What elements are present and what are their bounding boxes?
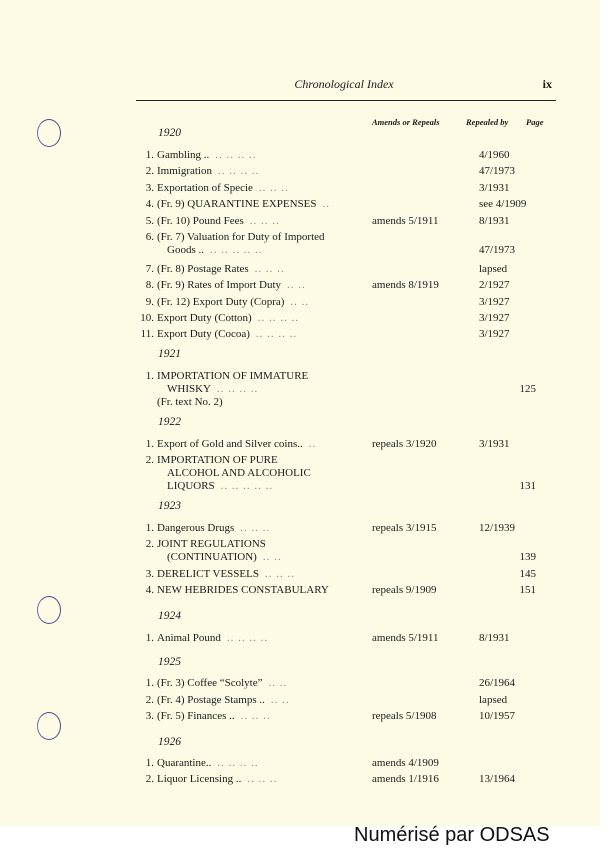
entry-title (157, 149, 257, 162)
amends-or-repeals: amends 5/1911 (372, 632, 439, 644)
repealed-by: lapsed (479, 263, 508, 275)
entry-title (167, 383, 258, 396)
entry-title (167, 480, 273, 493)
entry-number: 1. (145, 370, 154, 382)
entry-number: 11. (140, 328, 154, 340)
entry-title (157, 710, 271, 723)
year-heading: 1921 (158, 348, 181, 360)
entry-title-text: (Fr. 10) Pound Fees (157, 215, 244, 227)
column-header-page: Page (526, 117, 544, 127)
repealed-by: 3/1927 (479, 312, 510, 324)
leader-dots: .. .. .. (247, 773, 278, 785)
entry-title-text: Gambling .. (157, 149, 210, 161)
entry-title-text: (Fr. 4) Postage Stamps .. (157, 694, 265, 706)
leader-dots: .. .. .. (249, 215, 280, 227)
entry-title (157, 454, 278, 467)
entry-title-text: (Fr. 3) Coffee “Scolyte” (157, 677, 263, 689)
entry-title (167, 551, 282, 564)
entry-number: 2. (145, 165, 154, 177)
entry-number: 2. (145, 773, 154, 785)
page-reference: 139 (519, 551, 536, 563)
binder-hole (37, 712, 61, 740)
year-heading: 1920 (158, 127, 181, 139)
leader-dots: .. .. (270, 694, 290, 706)
page-reference: 151 (519, 584, 536, 596)
binder-hole (37, 596, 61, 624)
repealed-by: 3/1931 (479, 182, 510, 194)
entry-title-text: Export Duty (Cocoa) (157, 328, 250, 340)
entry-title-text: NEW HEBRIDES CONSTABULARY (157, 584, 329, 596)
entry-number: 1. (145, 677, 154, 689)
leader-dots: .. .. .. .. (218, 165, 260, 177)
entry-title (157, 231, 325, 244)
entry-number: 1. (145, 757, 154, 769)
entry-title-text: ALCOHOL AND ALCOHOLIC (167, 467, 311, 479)
entry-title-text: (Fr. 7) Valuation for Duty of Imported (157, 231, 325, 243)
year-heading: 1922 (158, 416, 181, 428)
entry-title (157, 568, 295, 581)
page-number: ix (542, 77, 552, 91)
entry-number: 3. (145, 568, 154, 580)
entry-title-text: (Fr. 12) Export Duty (Copra) (157, 296, 285, 308)
leader-dots: .. .. (262, 551, 282, 563)
leader-dots: .. .. .. (240, 710, 271, 722)
leader-dots: .. .. .. (240, 522, 271, 534)
entry-title (157, 198, 330, 211)
entry-title-text: Liquor Licensing .. (157, 773, 242, 785)
leader-dots: .. .. .. (254, 263, 285, 275)
amends-or-repeals: amends 8/1919 (372, 279, 439, 291)
year-heading: 1925 (158, 656, 181, 668)
entry-title-text: DERELICT VESSELS (157, 568, 259, 580)
leader-dots: .. .. .. .. (255, 328, 298, 340)
entry-number: 8. (145, 279, 154, 291)
entry-title (157, 279, 306, 292)
entry-title (157, 263, 285, 276)
entry-title-text: Immigration (157, 165, 212, 177)
amends-or-repeals: amends 1/1916 (372, 773, 439, 785)
entry-title-text: Export Duty (Cotton) (157, 312, 252, 324)
repealed-by: 4/1960 (479, 149, 510, 161)
entry-title (157, 438, 316, 451)
entry-number: 4. (145, 198, 154, 210)
leader-dots: .. .. .. .. (217, 757, 259, 769)
entry-title (167, 467, 311, 480)
repealed-by: 47/1973 (479, 165, 516, 177)
entry-number: 1. (145, 632, 154, 644)
entry-title (157, 694, 290, 707)
entry-title (157, 215, 280, 228)
entry-title (157, 522, 270, 535)
entry-number: 7. (145, 263, 154, 275)
repealed-by: 12/1939 (479, 522, 516, 534)
leader-dots: .. .. .. .. .. (209, 244, 263, 256)
leader-dots: .. .. (268, 677, 288, 689)
leader-dots: .. .. .. .. (217, 383, 259, 395)
amends-or-repeals: amends 5/1911 (372, 215, 439, 227)
leader-dots: .. .. .. .. .. (220, 480, 274, 492)
amends-or-repeals: repeals 5/1908 (372, 710, 437, 722)
entry-title-text: (Fr. 9) Rates of Import Duty (157, 279, 282, 291)
leader-dots: .. .. .. (264, 568, 295, 580)
page-reference: 145 (519, 568, 536, 580)
repealed-by: 8/1931 (479, 215, 510, 227)
year-heading: 1923 (158, 500, 181, 512)
entry-title (157, 328, 297, 341)
header-rule (136, 100, 556, 101)
entry-number: 1. (145, 149, 154, 161)
repealed-by: 8/1931 (479, 632, 510, 644)
entry-note: (Fr. text No. 2) (157, 396, 223, 408)
entry-title (157, 296, 309, 309)
year-heading: 1924 (158, 610, 181, 622)
entry-number: 9. (145, 296, 154, 308)
amends-or-repeals: repeals 9/1909 (372, 584, 437, 596)
repealed-by: 3/1927 (479, 328, 510, 340)
entry-title (157, 182, 289, 195)
entry-title-text: WHISKY (167, 383, 211, 395)
entry-title-text: JOINT REGULATIONS (157, 538, 266, 550)
leader-dots: .. .. .. (258, 182, 289, 194)
entry-title (157, 312, 299, 325)
entry-number: 4. (145, 584, 154, 596)
entry-title-text: Export of Gold and Silver coins.. (157, 438, 303, 450)
repealed-by: 26/1964 (479, 677, 516, 689)
repealed-by: see 4/1909 (479, 198, 527, 210)
entry-number: 10. (140, 312, 154, 324)
repealed-by: 2/1927 (479, 279, 510, 291)
entry-title-text: Goods .. (167, 244, 204, 256)
amends-or-repeals: amends 4/1909 (372, 757, 439, 769)
entry-title (157, 632, 268, 645)
repealed-by: 3/1927 (479, 296, 510, 308)
column-header-amends: Amends or Repeals (372, 117, 440, 127)
entry-title (157, 677, 287, 690)
amends-or-repeals: repeals 3/1915 (372, 522, 437, 534)
leader-dots: .. (308, 438, 317, 450)
leader-dots: .. .. .. .. (257, 312, 299, 324)
column-header-repealed: Repealed by (466, 117, 509, 127)
entry-title (157, 773, 277, 786)
entry-number: 6. (145, 231, 154, 243)
entry-number: 1. (145, 522, 154, 534)
binder-hole (37, 119, 61, 147)
page-header (136, 77, 552, 95)
repealed-by: lapsed (479, 694, 508, 706)
entry-title-text: Animal Pound (157, 632, 221, 644)
entry-title-text: IMPORTATION OF IMMATURE (157, 370, 309, 382)
entry-title-text: Dangerous Drugs (157, 522, 235, 534)
entry-number: 3. (145, 182, 154, 194)
leader-dots: .. .. (290, 296, 310, 308)
entry-title (157, 370, 308, 383)
entry-title (157, 538, 266, 551)
leader-dots: .. .. .. .. (215, 149, 257, 161)
leader-dots: .. (322, 198, 330, 210)
running-title: Chronological Index (294, 77, 394, 91)
entry-number: 1. (145, 438, 154, 450)
entry-title (157, 584, 329, 597)
repealed-by: 47/1973 (479, 244, 516, 256)
leader-dots: .. .. (287, 279, 306, 291)
entry-title-text: IMPORTATION OF PURE (157, 454, 278, 466)
repealed-by: 10/1957 (479, 710, 516, 722)
entry-number: 3. (145, 710, 154, 722)
entry-title (157, 165, 259, 178)
entry-title-text: (Fr. 8) Postage Rates (157, 263, 249, 275)
entry-number: 2. (145, 538, 154, 550)
entry-title-text: LIQUORS (167, 480, 215, 492)
digitization-watermark: Numérisé par ODSAS (354, 824, 550, 846)
repealed-by: 3/1931 (479, 438, 510, 450)
year-heading: 1926 (158, 736, 181, 748)
amends-or-repeals: repeals 3/1920 (372, 438, 437, 450)
entry-title-text: (Fr. 5) Finances .. (157, 710, 235, 722)
entry-title-text: Exportation of Specie (157, 182, 253, 194)
leader-dots: .. .. .. .. (226, 632, 269, 644)
repealed-by: 13/1964 (479, 773, 516, 785)
entry-title-text: (Fr. 9) QUARANTINE EXPENSES (157, 198, 317, 210)
entry-title-text: (CONTINUATION) (167, 551, 257, 563)
entry-number: 2. (145, 454, 154, 466)
page-reference: 125 (519, 383, 536, 395)
entry-title (157, 757, 259, 770)
page-reference: 131 (519, 480, 536, 492)
entry-number: 5. (145, 215, 154, 227)
entry-title-text: Quarantine.. (157, 757, 212, 769)
entry-number: 2. (145, 694, 154, 706)
entry-title (167, 244, 262, 257)
